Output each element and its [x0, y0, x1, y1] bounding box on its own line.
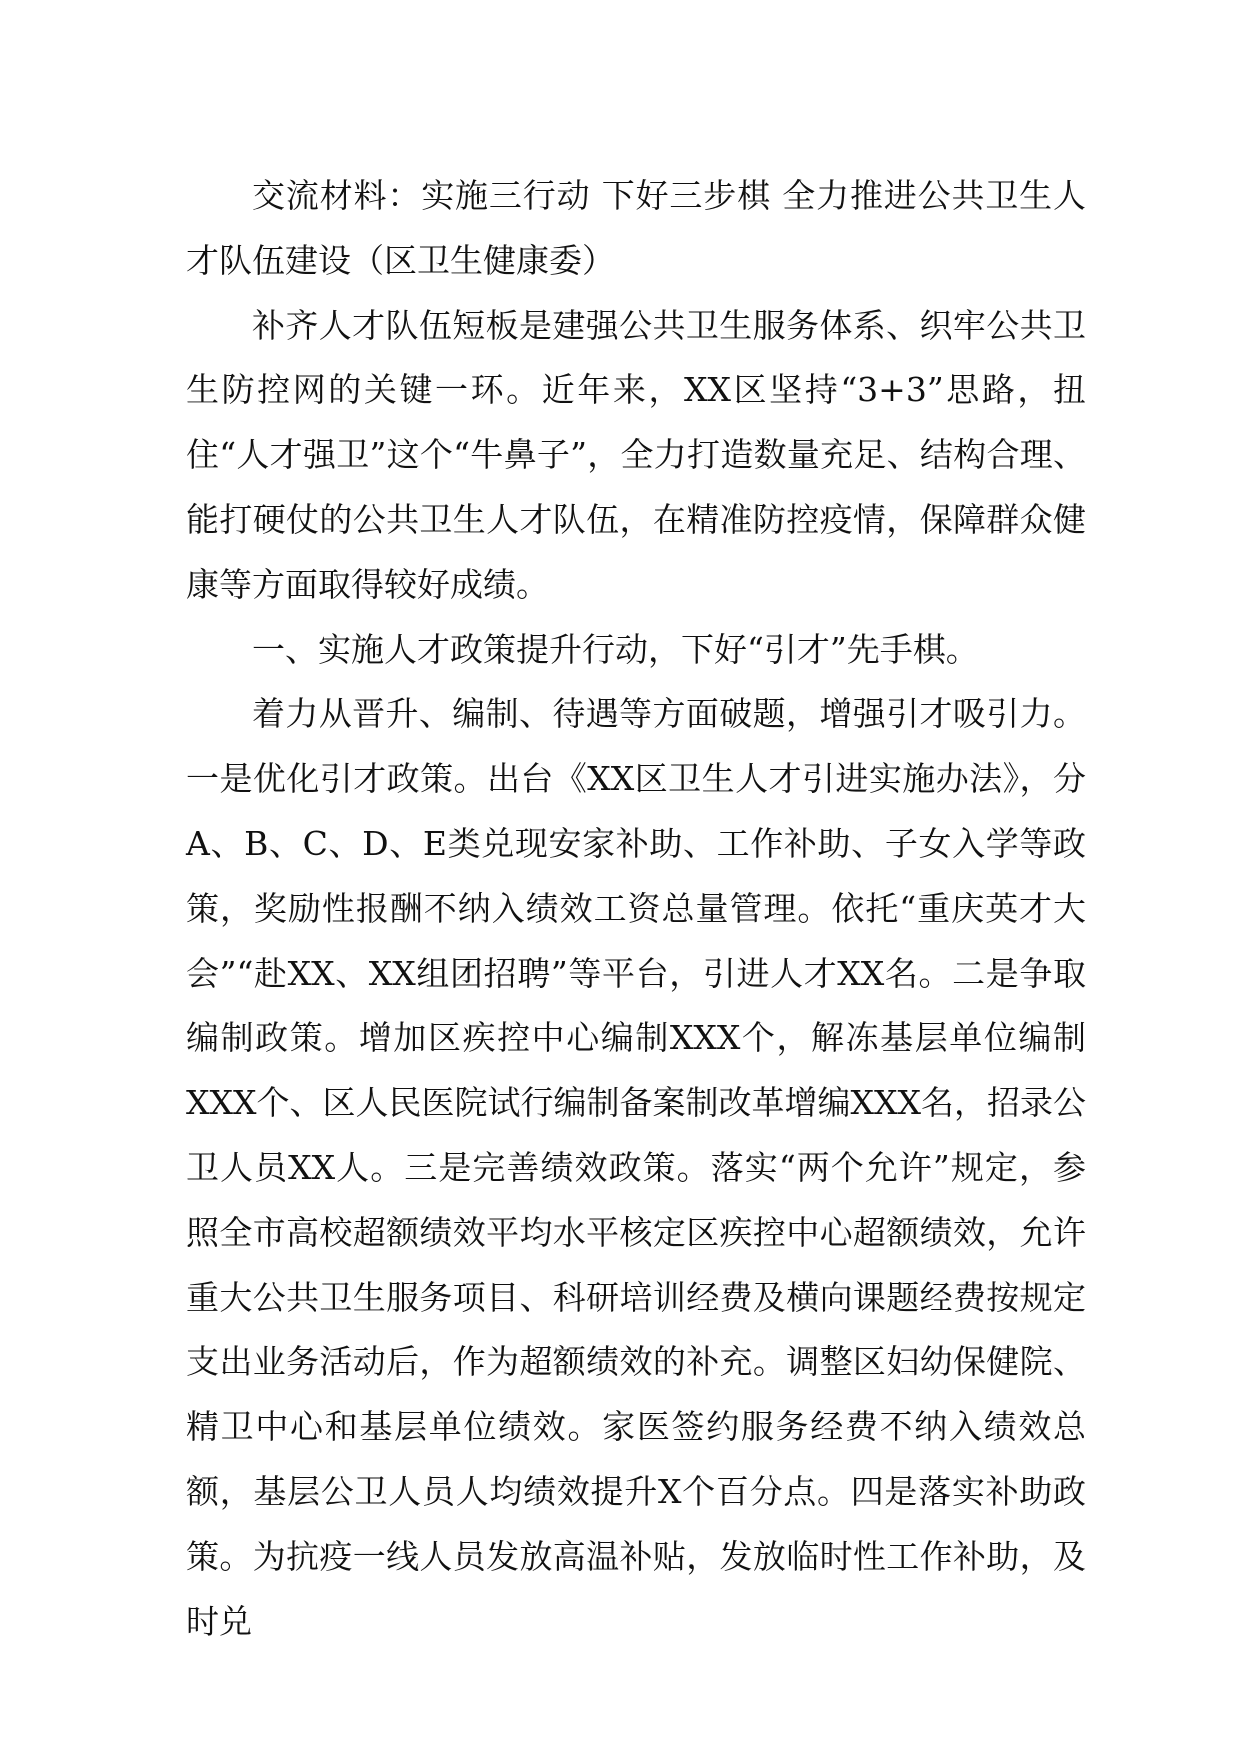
section-heading-1: 一、实施人才政策提升行动，下好“引才”先手棋。: [252, 629, 979, 669]
paragraph-section-1-body: 着力从晋升、编制、待遇等方面破题，增强引才吸引力。一是优化引才政策。出台《XX区卫生人才引进实施办法》，分A、B、C、D、E类兑现安家补助、工作补助、子女入学等政策，奖励性报酬不纳入绩效工资总量管理。依托“重庆英才大会”“赴XX、XX组团招聘”等平台，引进人才XX名。二是争取编制政策。增加区疾控中心编制XXX个，解冻基层单位编制XXX个、区人民医院试行编制备案制改革增编XXX名，招录公卫人员XX人。三是完善绩效政策。落实“两个允许”规定，参照全市高校超额绩效平均水平核定区疾控中心超额绩效，允许重大公共卫生服务项目、科研培训经费及横向课题经费按规定支出业务活动后，作为超额绩效的补充。调整区妇幼保健院、精卫中心和基层单位绩效。家医签约服务经费不纳入绩效总额，基层公卫人员人均绩效提升X个百分点。四是落实补助政策。为抗疫一线人员发放高温补贴，发放临时性工作补助，及时兑: [186, 694, 1086, 1641]
paragraph-intro: 补齐人才队伍短板是建强公共卫生服务体系、织牢公共卫生防控网的关键一环。近年来，XX区坚持“3+3”思路，扭住“人才强卫”这个“牛鼻子”，全力打造数量充足、结构合理、能打硬仗的公共卫生人才队伍，在精准防控疫情，保障群众健康等方面取得较好成绩。: [186, 305, 1086, 604]
document-title: 交流材料：实施三行动 下好三步棋 全力推进公共卫生人才队伍建设（区卫生健康委）: [186, 176, 1086, 280]
document-page: [186, 164, 1086, 1654]
